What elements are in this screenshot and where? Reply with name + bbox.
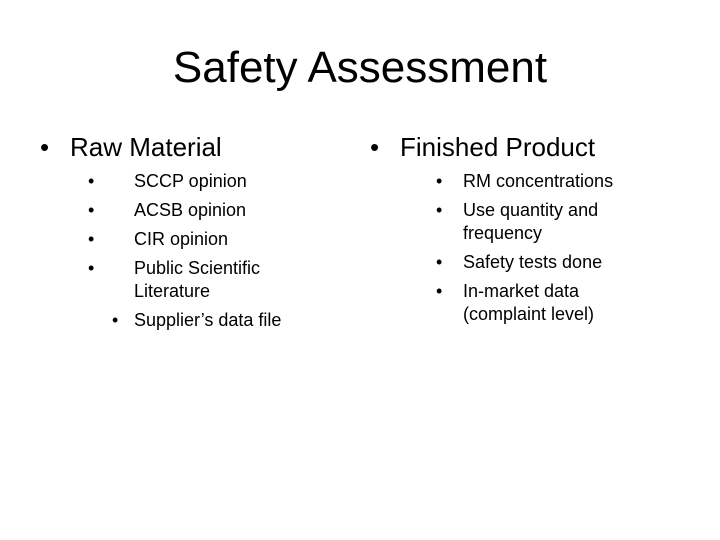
list-item-text: In-market data (complaint level) [463,281,595,324]
list-item [88,170,318,193]
list-item [88,228,318,251]
bullet-icon: • [88,171,95,191]
heading-label: Raw Material [70,132,222,162]
list-item [436,280,636,326]
bullet-icon: • [40,132,50,162]
bullet-icon: • [370,132,380,162]
list-item [436,170,636,193]
slide-title: Safety Assessment [172,43,548,92]
bullet-icon: • [88,200,95,220]
list-item [436,251,636,274]
column-heading [40,130,340,164]
list-item-text: Supplier’s data file [134,310,282,330]
list-item-text: SCCP opinion [134,171,247,191]
list-item-text: Use quantity and frequency [463,200,599,243]
list-item-text: Public Scientific Literature [134,258,261,301]
bullet-icon: • [436,281,443,301]
list-item [88,199,318,222]
bullet-icon: • [436,252,443,272]
sub-bullet-list [88,170,318,332]
heading-label: Finished Product [400,132,596,162]
bullet-icon: • [112,310,119,330]
bullet-icon: • [436,171,443,191]
bullet-icon: • [88,229,95,249]
column-raw-material [40,130,340,338]
list-item-text: CIR opinion [134,229,229,249]
list-item [88,257,318,303]
column-heading [370,130,700,164]
list-item-text: RM concentrations [463,171,614,191]
list-item-text: ACSB opinion [134,200,247,220]
list-item-text: Safety tests done [463,252,603,272]
column-finished-product [370,130,700,332]
sub-bullet-list [436,170,636,326]
bullet-icon: • [88,258,95,278]
list-item [436,199,636,245]
list-item [88,309,318,332]
bullet-icon: • [436,200,443,220]
